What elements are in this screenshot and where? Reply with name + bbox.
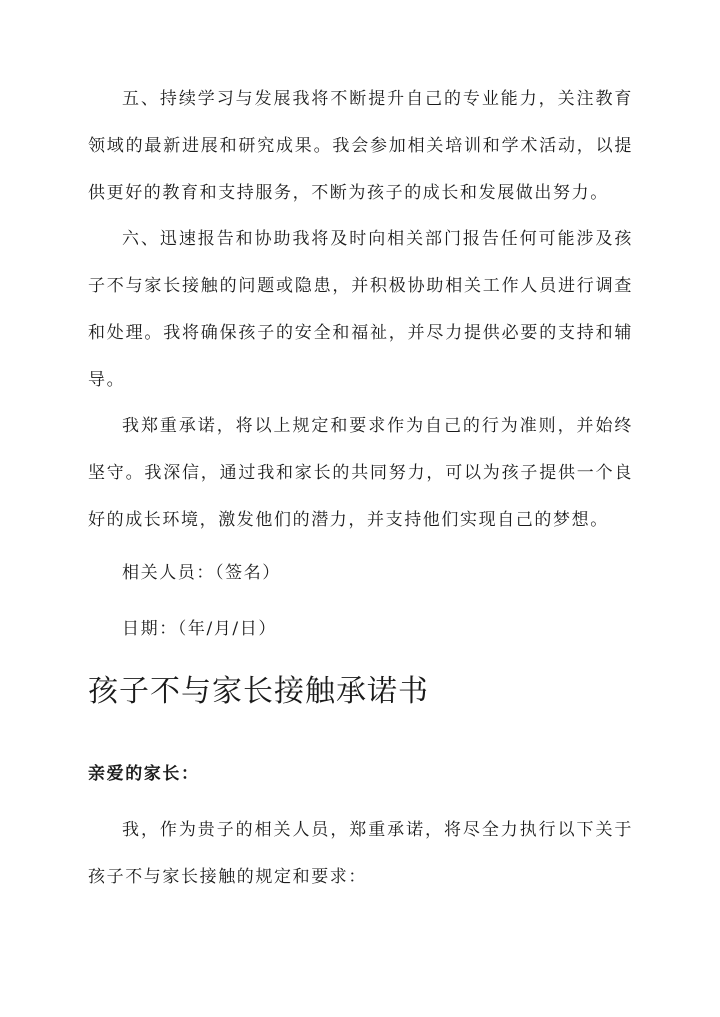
document-title: 孩子不与家长接触承诺书	[88, 674, 429, 709]
intro-paragraph: 我，作为贵子的相关人员，郑重承诺，将尽全力执行以下关于孩子不与家长接触的规定和要求：	[88, 820, 633, 887]
section-six-paragraph: 六、迅速报告和协助我将及时向相关部门报告任何可能涉及孩子不与家长接触的问题或隐患，并积极协助相关工作人员进行调查和处理。我将确保孩子的安全和福祉，并尽力提供必要的支持和辅导。	[88, 229, 633, 390]
commitment-paragraph: 我郑重承诺，将以上规定和要求作为自己的行为准则，并始终坚守。我深信，通过我和家长的共同努力，可以为孩子提供一个良好的成长环境，激发他们的潜力，并支持他们实现自己的梦想。	[88, 416, 633, 530]
date-line: 日期：（年/月/日）	[122, 619, 277, 639]
signature-line: 相关人员：（签名）	[122, 563, 281, 583]
section-five-paragraph: 五、持续学习与发展我将不断提升自己的专业能力，关注教育领域的最新进展和研究成果。我会参加相关培训和学术活动，以提供更好的教育和支持服务，不断为孩子的成长和发展做出努力。	[88, 89, 633, 203]
salutation: 亲爱的家长：	[88, 764, 200, 784]
